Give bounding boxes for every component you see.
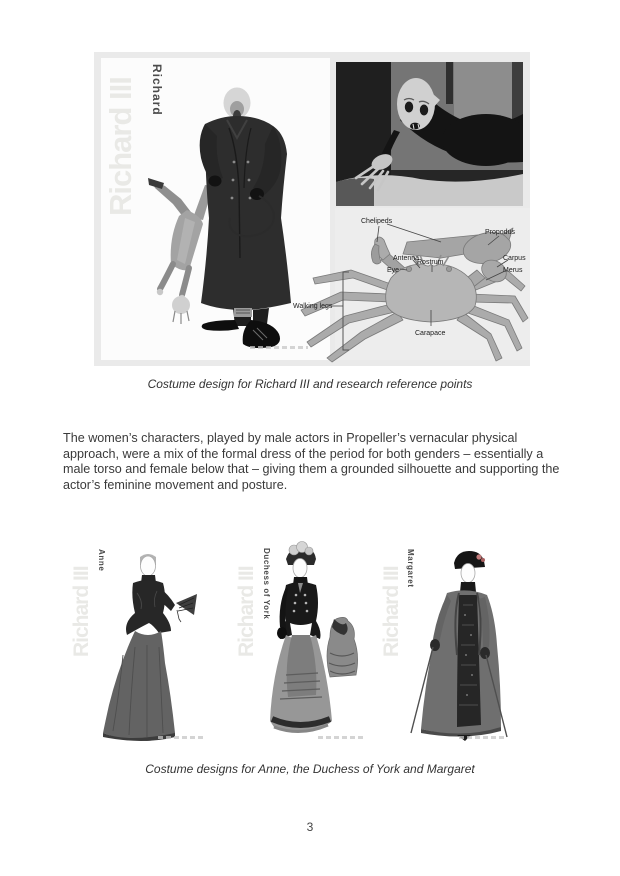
body-paragraph: The women’s characters, played by male actors in Propeller’s vernacular physical approach, were a mix of the formal dress of the period for both genders – essentially a male torso and female below that – giving them a grounded silhouette and supporting the actor’s feminine movement and posture. (63, 431, 560, 492)
richard-figure (200, 88, 291, 349)
signature-mark (318, 736, 366, 739)
watermark-richard-iii: Richard III (70, 566, 93, 657)
label-propodus: Propodus (485, 229, 515, 236)
label-chelipeds: Chelipeds (361, 218, 393, 225)
label-rostrum: Rostrum (417, 259, 444, 266)
top-figure-block (94, 52, 530, 366)
page-number: 3 (306, 820, 314, 834)
character-label-anne: Anne (97, 549, 106, 572)
label-merus: Merus (503, 267, 523, 274)
label-carpus: Carpus (503, 255, 526, 262)
anne-costume-panel (63, 535, 213, 747)
signature-mark (459, 736, 507, 739)
label-antenna: Antenna (393, 255, 420, 262)
label-carapace: Carapace (415, 330, 446, 337)
label-eye: Eye (387, 267, 400, 274)
nosferatu-film-still (336, 62, 523, 206)
label-walking-legs: Walking legs (293, 303, 333, 310)
bustle-piece (327, 617, 358, 677)
margaret-costume-panel (373, 535, 515, 747)
signature-mark (158, 736, 206, 739)
caption-top-figure: Costume design for Richard III and research reference points (147, 377, 473, 391)
character-label-richard: Richard (150, 64, 164, 116)
watermark-richard-iii: Richard III (380, 566, 403, 657)
watermark-richard-iii: Richard III (235, 566, 258, 657)
crab-anatomy-diagram (291, 208, 530, 366)
character-label-duchess: Duchess of York (262, 548, 271, 620)
caption-bottom-figure: Costume designs for Anne, the Duchess of York and Margaret (145, 762, 475, 776)
character-label-margaret: Margaret (406, 549, 415, 588)
duchess-costume-panel (228, 535, 373, 747)
watermark-richard-iii: Richard III (103, 77, 138, 216)
